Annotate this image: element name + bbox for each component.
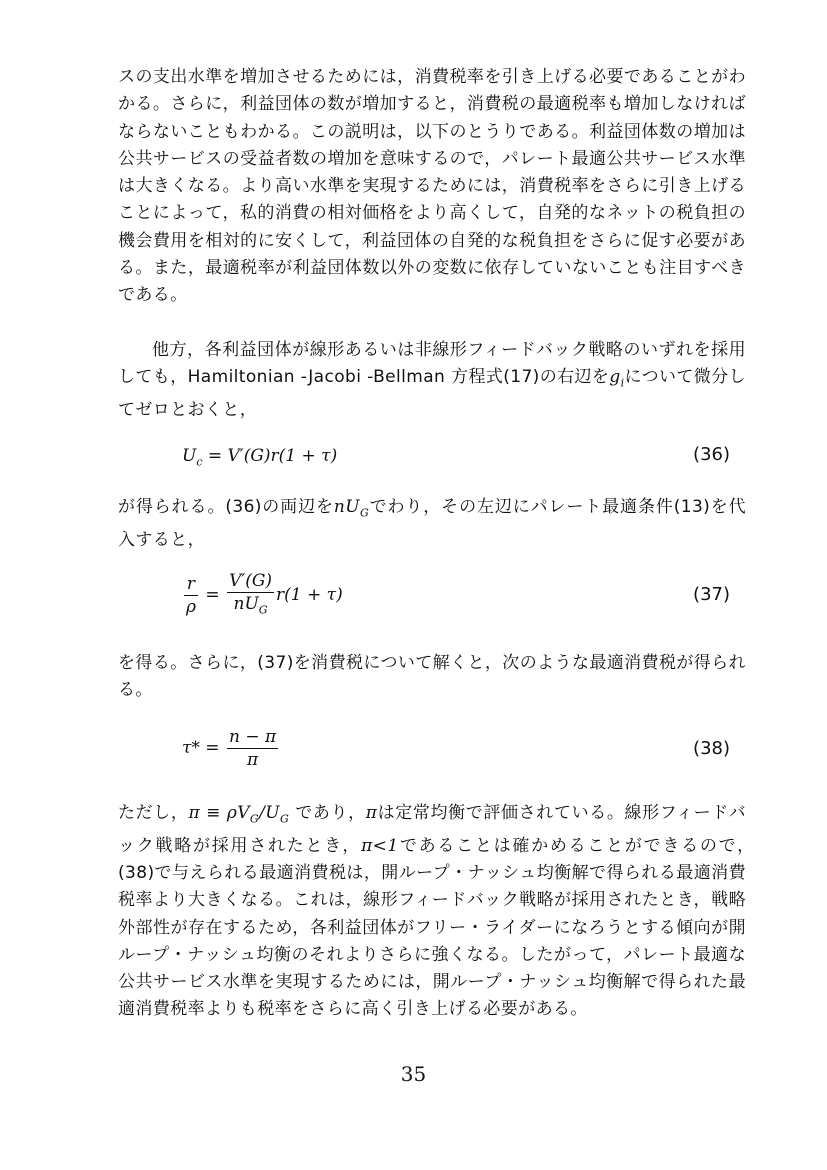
paragraph-1	[118, 64, 746, 310]
paragraph-1-text: スの支出水準を増加させるためには，消費税率を引き上げる必要であることがわかる。さらに，利益団体の数が増加すると，消費税の最適税率も増加しなければならないこともわかる。この説明は，以下のとうりである。利益団体数の増加は公共サービスの受益者数の増加を意味するので，パレート最適公共サービス水準は大きくなる。より高い水準を実現するためには，消費税率をさらに引き上げることによって，私的消費の相対価格をより高くして，自発的なネットの税負担の機会費用を相対的に安くして，利益団体の自発的な税負担をさらに促す必要がある。また，最適税率が利益団体数以外の変数に依存していないことも注目すべきである。	[118, 67, 746, 306]
equation-37-expression: $\frac{r}{\rho}$ = $\frac{V'(G)}{nU_G}$ r(1 + τ)	[186, 571, 343, 618]
symbol-pi: π	[365, 803, 378, 823]
equation-36	[118, 444, 746, 474]
paragraph-4	[118, 650, 746, 705]
paragraph-2-text-b: について微分してゼロとおくと，	[118, 367, 746, 420]
paragraph-3	[118, 494, 746, 554]
equation-37	[118, 570, 746, 626]
equation-36-expression: $U_c = V'(G)r(1 + \tau)$	[182, 446, 338, 469]
paragraph-4-text: を得る。さらに，(37)を消費税について解くと，次のような最適消費税が得られる。	[118, 653, 746, 701]
paragraph-3-text-b: でわり，その左辺にパレート最適条件(13)を代入すると，	[118, 497, 746, 550]
equation-37-number: (37)	[693, 584, 730, 605]
equation-38-number: (38)	[693, 738, 730, 759]
paragraph-5-text-c: は定常均衡で評価されている。線形フィードバック戦略が採用されたとき，	[118, 803, 746, 856]
equation-38	[118, 726, 746, 782]
paragraph-5	[118, 800, 764, 1024]
condition-pi-less-than-one: π<1	[361, 835, 399, 856]
paragraph-3-text-a: が得られる。(36)の両辺を	[118, 497, 334, 517]
equation-38-expression: τ* = $\frac{n - \pi}{\pi}$	[182, 727, 277, 770]
equation-36-number: (36)	[693, 444, 730, 465]
page-number: 35	[400, 1062, 427, 1086]
paragraph-2	[118, 337, 746, 424]
paragraph-5-text-d: であることは確かめることができるので， (38)で与えられる最適消費税は，開ループ・ナッシュ均衡解で得られる最適消費税率より大きくなる。これは，線形フィードバック戦略が採用されたとき，戦略外部性が存在するため，各利益団体がフリー・ライダーになろうとする傾向が開ループ・ナッシュ均衡のそれよりさらに強くなる。したがって，パレート最適な公共サービス水準を実現するためには，開ループ・ナッシュ均衡解で得られた最適消費税率よりも税率をさらに高く引き上げる必要がある。	[118, 835, 764, 1020]
paragraph-5-text-a: ただし，	[118, 803, 189, 823]
paragraph-5-text-b: であり，	[289, 803, 366, 823]
variable-nUG: $nU_G$	[333, 497, 370, 520]
paragraph-2-text-a: 他方，各利益団体が線形あるいは非線形フィードバック戦略のいずれを採用しても，Hamiltonian -Jacobi -Bellman 方程式(17)の右辺を	[118, 340, 746, 388]
variable-g: $g_i$	[609, 367, 625, 390]
definition-pi: $\pi \equiv \rho V_G/U_G$	[188, 803, 290, 826]
